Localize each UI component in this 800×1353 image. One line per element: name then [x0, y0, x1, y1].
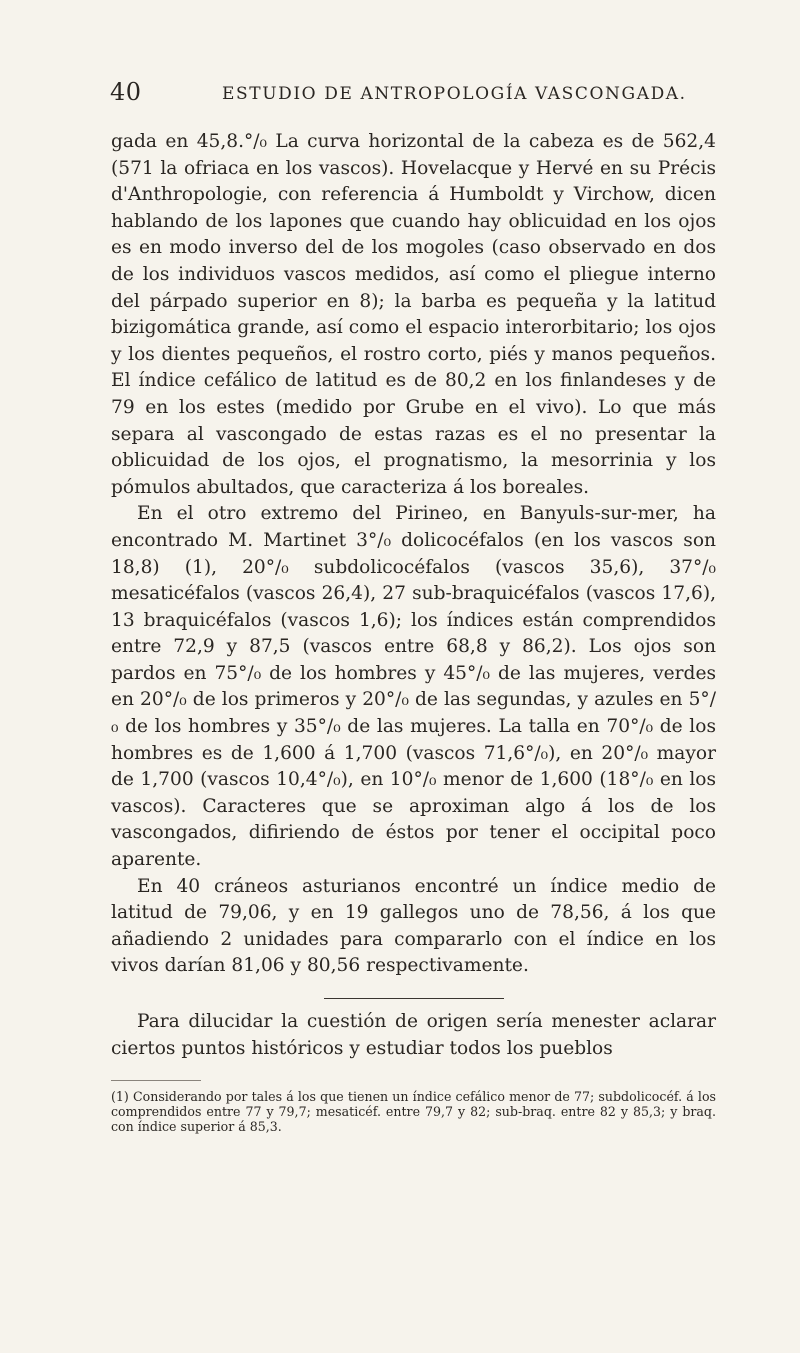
section-divider	[324, 998, 504, 999]
paragraph-3: En 40 cráneos asturianos encontré un índice medio de latitud de 79,06, y en 19 gallegos uno de 78,56, á los que añadiendo 2 unidades para compararlo con el índice en los vivos darían 81,06 y 80,56 respectivamente.	[111, 875, 716, 977]
paragraph-1: gada en 45,8.°/₀ La curva horizontal de la cabeza es de 562,4 (571 la ofriaca en los vascos). Hovelacque y Hervé en su Précis d'Anthropologie, con referencia á Humboldt y Virchow, dicen hablando de los lapones que cuando hay oblicuidad en los ojos es en modo inverso del de los mogoles (caso observado en dos de los individuos vascos medidos, así como el pliegue interno del párpado superior en 8); la barba es pequeña y la latitud bizigomática grande, así como el espacio interorbitario; los ojos y los dientes pequeños, el rostro corto, piés y manos pequeños. El índice cefálico de latitud es de 80,2 en los finlandeses y de 79 en los estes (medido por Grube en el vivo). Lo que más separa al vascongado de estas razas es el no presentar la oblicuidad de los ojos, el prognatismo, la mesorrinia y los pómulos abultados, que caracteriza á los boreales.	[111, 131, 716, 498]
page-number: 40	[110, 78, 142, 106]
paragraph-4: Para dilucidar la cuestión de origen sería menester aclarar ciertos puntos históricos y estudiar todos los pueblos	[111, 1011, 716, 1059]
body-text	[111, 129, 716, 1134]
footnote: (1) Considerando por tales á los que tienen un índice cefálico menor de 77; subdolicocéf. á los comprendidos entre 77 y 79,7; mesaticéf. entre 79,7 y 82; sub-braq. entre 82 y 85,3; y braq. con índice superior á 85,3.	[111, 1089, 716, 1135]
paragraph-2: En el otro extremo del Pirineo, en Banyuls-sur-mer, ha encontrado M. Martinet 3°/₀ dolicocéfalos (en los vascos son 18,8) (1), 20°/₀ subdolicocéfalos (vascos 35,6), 37°/₀ mesaticéfalos (vascos 26,4), 27 sub-braquicéfalos (vascos 17,6), 13 braquicéfalos (vascos 1,6); los índices están comprendidos entre 72,9 y 87,5 (vascos entre 68,8 y 86,2). Los ojos son pardos en 75°/₀ de los hombres y 45°/₀ de las mujeres, verdes en 20°/₀ de los primeros y 20°/₀ de las segundas, y azules en 5°/₀ de los hombres y 35°/₀ de las mujeres. La talla en 70°/₀ de los hombres es de 1,600 á 1,700 (vascos 71,6°/₀), en 20°/₀ mayor de 1,700 (vascos 10,4°/₀), en 10°/₀ menor de 1,600 (18°/₀ en los vascos). Caracteres que se aproximan algo á los de los vascongados, difiriendo de éstos por tener el occipital poco aparente.	[111, 503, 716, 871]
running-title: ESTUDIO DE ANTROPOLOGÍA VASCONGADA.	[222, 84, 687, 104]
footnote-divider	[111, 1080, 201, 1081]
